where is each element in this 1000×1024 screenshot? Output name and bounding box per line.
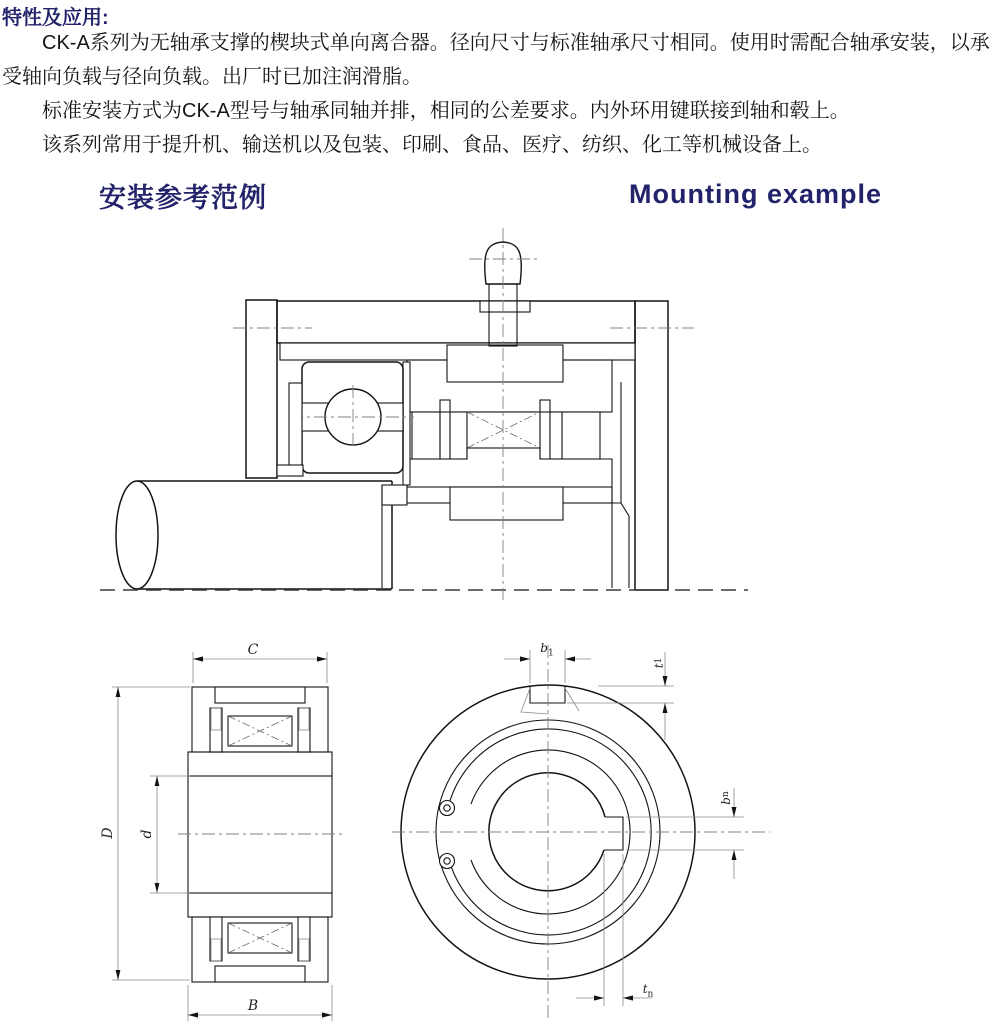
section-title-en: Mounting example bbox=[629, 179, 883, 209]
dim-label-C: C bbox=[247, 642, 259, 658]
dim-subscript: 1 bbox=[654, 657, 664, 664]
dim-subscript: n bbox=[721, 791, 731, 798]
dim-label-D: D bbox=[100, 827, 116, 839]
dim-subscript: 1 bbox=[547, 648, 554, 659]
side-plate bbox=[440, 400, 450, 459]
dim-label-tn bbox=[633, 982, 663, 999]
housing-top-band bbox=[277, 301, 635, 343]
housing-right-wall bbox=[635, 301, 668, 590]
dim-label-bn bbox=[714, 786, 738, 810]
front-view-drawing bbox=[373, 638, 775, 1024]
bolt-block bbox=[447, 345, 563, 382]
dim-label-t1 bbox=[647, 651, 671, 675]
dim-letter: b bbox=[719, 797, 733, 805]
dim-label-d: d bbox=[139, 829, 155, 839]
body-paragraph: 该系列常用于提升机、输送机以及包装、印刷、食品、医疗、纺织、化工等机械设备上。 bbox=[42, 134, 822, 156]
dim-label-b1 bbox=[532, 641, 562, 658]
ball-bearing bbox=[277, 362, 414, 485]
dim-letter: t bbox=[652, 663, 666, 669]
dim-label-B: B bbox=[247, 998, 259, 1014]
outer-keyway bbox=[530, 686, 565, 703]
housing-left-wall bbox=[246, 300, 277, 478]
shaft bbox=[116, 481, 392, 589]
key-block bbox=[450, 487, 563, 520]
feature-title: 特性及应用: bbox=[2, 7, 109, 29]
dim-subscript: n bbox=[647, 989, 654, 1000]
section-view-drawing bbox=[95, 640, 345, 1024]
section-title-zh: 安装参考范例 bbox=[99, 183, 267, 213]
bore-keyway bbox=[604, 817, 623, 850]
body-text bbox=[2, 26, 998, 162]
side-plate bbox=[540, 400, 550, 459]
mounting-example-drawing bbox=[88, 222, 760, 608]
dim-letter: t bbox=[642, 982, 648, 996]
body-paragraph: 标准安装方式为CK-A型号与轴承同轴并排，相同的公差要求。内外环用键联接到轴和毂上。 bbox=[42, 100, 850, 122]
dim-letter: b bbox=[540, 641, 548, 655]
body-paragraph: CK-A系列为无轴承支撑的楔块式单向离合器。径向尺寸与标准轴承尺寸相同。使用时需配合轴承安装，以承受轴向负载与径向负载。出厂时已加注润滑脂。 bbox=[2, 32, 990, 88]
